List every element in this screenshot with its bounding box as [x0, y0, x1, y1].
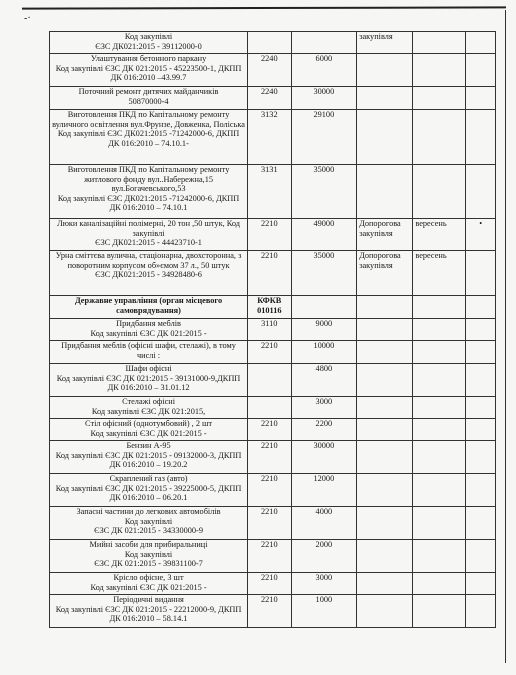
start-date-cell: [413, 441, 466, 474]
procedure-type-cell: [357, 341, 413, 364]
item-description-cell: Код закупівлі ЄЗС ДК021:2015 - 39112000-0: [50, 32, 248, 54]
expenditure-code-cell: 2210: [248, 507, 291, 540]
marker-cell: [466, 441, 496, 474]
marker-cell: [466, 364, 496, 397]
procedure-type-cell: Допорогова закупівля: [357, 219, 413, 251]
item-description-cell: Виготовлення ПКД по Капітальному ремонту вуличного освітлення вул.Фрунзе, Довженка, Поліська Код закупівлі ЄЗС ДК021:2015 -71242000-6, ДКПП ДК 016:2010 – 74.10.1-: [50, 110, 248, 165]
table-row: [50, 341, 496, 364]
item-description-cell: Крісло офісне, 3 шт Код закупівлі ЄЗС ДК 021:2015 -: [50, 573, 248, 595]
table-row: [50, 595, 496, 628]
procedure-type-cell: [357, 110, 413, 165]
table-row: [50, 397, 496, 419]
procedure-type-cell: [357, 441, 413, 474]
table-row: [50, 319, 496, 341]
amount-cell: 4000: [291, 507, 357, 540]
marker-cell: [466, 319, 496, 341]
item-description-cell: Мийні засоби для прибиральниці Код закупівлі ЄЗС ДК 021:2015 - 39831100-7: [50, 540, 248, 573]
start-date-cell: [413, 87, 466, 110]
procedure-type-cell: [357, 419, 413, 441]
expenditure-code-cell: 3132: [248, 110, 291, 165]
table-row: [50, 364, 496, 397]
expenditure-code-cell: [248, 397, 291, 419]
table-row: [50, 296, 496, 319]
page-right-edge: [505, 10, 506, 663]
procurement-table-body: [50, 32, 496, 628]
start-date-cell: [413, 364, 466, 397]
amount-cell: 2000: [291, 540, 357, 573]
item-description-cell: Поточний ремонт дитячих майданчиків 50870000-4: [50, 87, 248, 110]
table-row: [50, 507, 496, 540]
marker-cell: [466, 595, 496, 628]
table-row: [50, 419, 496, 441]
amount-cell: 3000: [291, 397, 357, 419]
expenditure-code-cell: 2210: [248, 441, 291, 474]
procedure-type-cell: [357, 54, 413, 87]
amount-cell: 29100: [291, 110, 357, 165]
procedure-type-cell: закупівля: [357, 32, 413, 54]
procedure-type-cell: [357, 165, 413, 219]
amount-cell: [291, 296, 357, 319]
amount-cell: [291, 32, 357, 54]
item-description-cell: Люки каналізаційні полімерні, 20 тон ,50 штук, Код закупівлі ЄЗС ДК021:2015 - 44423710-1: [50, 219, 248, 251]
start-date-cell: [413, 110, 466, 165]
expenditure-code-cell: 3131: [248, 165, 291, 219]
amount-cell: 1000: [291, 595, 357, 628]
start-date-cell: [413, 595, 466, 628]
item-description-cell: Періодичні видання Код закупівлі ЄЗС ДК 021:2015 - 22212000-9, ДКПП ДК 016:2010 – 58.14.1: [50, 595, 248, 628]
start-date-cell: [413, 397, 466, 419]
procedure-type-cell: [357, 364, 413, 397]
expenditure-code-cell: 2210: [248, 595, 291, 628]
item-description-cell: Скраплений газ (авто) Код закупівлі ЄЗС ДК 021:2015 - 39225000-5, ДКПП ДК 016:2010 – 06.20.1: [50, 474, 248, 507]
item-description-cell: Бензин А-95 Код закупівлі ЄЗС ДК 021:2015 - 09132000-3, ДКПП ДК 016:2010 – 19.20.2: [50, 441, 248, 474]
marker-cell: [466, 507, 496, 540]
amount-cell: 35000: [291, 251, 357, 296]
top-border-line: [22, 6, 506, 9]
procedure-type-cell: [357, 319, 413, 341]
table-row: [50, 474, 496, 507]
table-row: [50, 573, 496, 595]
item-description-cell: Шафи офісні Код закупівлі ЄЗС ДК 021:2015 - 39131000-9,ДКПП ДК 016:2010 – 31.01.12: [50, 364, 248, 397]
marker-cell: [466, 341, 496, 364]
marker-cell: [466, 296, 496, 319]
procedure-type-cell: [357, 507, 413, 540]
expenditure-code-cell: 2210: [248, 540, 291, 573]
amount-cell: 12000: [291, 474, 357, 507]
marker-cell: [466, 419, 496, 441]
marker-cell: [466, 474, 496, 507]
amount-cell: 10000: [291, 341, 357, 364]
amount-cell: 9000: [291, 319, 357, 341]
procurement-table: [49, 31, 496, 628]
expenditure-code-cell: 2240: [248, 54, 291, 87]
item-description-cell: Державне управління (орган місцевого самоврядування): [50, 296, 248, 319]
marker-cell: [466, 87, 496, 110]
amount-cell: 6000: [291, 54, 357, 87]
table-row: [50, 165, 496, 219]
marker-cell: •: [466, 219, 496, 251]
start-date-cell: [413, 54, 466, 87]
procedure-type-cell: [357, 397, 413, 419]
marker-cell: [466, 573, 496, 595]
start-date-cell: [413, 507, 466, 540]
amount-cell: 35000: [291, 165, 357, 219]
table-row: [50, 32, 496, 54]
expenditure-code-cell: 2210: [248, 219, 291, 251]
expenditure-code-cell: [248, 32, 291, 54]
amount-cell: 30000: [291, 441, 357, 474]
expenditure-code-cell: [248, 364, 291, 397]
start-date-cell: вересень: [413, 219, 466, 251]
start-date-cell: [413, 165, 466, 219]
amount-cell: 3000: [291, 573, 357, 595]
item-description-cell: Придбання меблів Код закупівлі ЄЗС ДК 021:2015 -: [50, 319, 248, 341]
marker-cell: [466, 540, 496, 573]
start-date-cell: [413, 540, 466, 573]
table-row: [50, 54, 496, 87]
procedure-type-cell: [357, 540, 413, 573]
marker-cell: [466, 251, 496, 296]
item-description-cell: Урна сміттєва вулична, стаціонарна, двохсторонна, з поворотним корпусом об»ємом 37 л., 50 штук ЄЗС ДК021:2015 - 34928480-6: [50, 251, 248, 296]
marker-cell: [466, 397, 496, 419]
item-description-cell: Стіл офісний (однотумбовий) , 2 шт Код закупівлі ЄЗС ДК 021:2015 -: [50, 419, 248, 441]
start-date-cell: [413, 419, 466, 441]
expenditure-code-cell: 3110: [248, 319, 291, 341]
start-date-cell: [413, 573, 466, 595]
amount-cell: 49000: [291, 219, 357, 251]
expenditure-code-cell: 2210: [248, 474, 291, 507]
expenditure-code-cell: КФКВ 010116: [248, 296, 291, 319]
table-row: [50, 251, 496, 296]
procedure-type-cell: [357, 573, 413, 595]
table-row: [50, 219, 496, 251]
start-date-cell: [413, 32, 466, 54]
marker-cell: [466, 110, 496, 165]
item-description-cell: Виготовлення ПКД по Капітальному ремонту житлового фонду вул..Набережна,15 вул.Богачевського,53 Код закупівлі ЄЗС ДК021:2015 -71242000-6, ДКПП ДК 016:2010 – 74.10.1: [50, 165, 248, 219]
item-description-cell: Запасні частини до легкових автомобілів Код закупівлі ЄЗС ДК 021:2015 - 34330000-9: [50, 507, 248, 540]
corner-mark: -·: [24, 13, 31, 24]
amount-cell: 2200: [291, 419, 357, 441]
start-date-cell: вересень: [413, 251, 466, 296]
procedure-type-cell: [357, 87, 413, 110]
procedure-type-cell: [357, 474, 413, 507]
expenditure-code-cell: 2210: [248, 573, 291, 595]
table-row: [50, 441, 496, 474]
expenditure-code-cell: 2210: [248, 341, 291, 364]
item-description-cell: Придбання меблів (офісні шафи, стелажі), в тому числі :: [50, 341, 248, 364]
start-date-cell: [413, 319, 466, 341]
start-date-cell: [413, 341, 466, 364]
expenditure-code-cell: 2210: [248, 419, 291, 441]
start-date-cell: [413, 474, 466, 507]
table-row: [50, 110, 496, 165]
marker-cell: [466, 32, 496, 54]
expenditure-code-cell: 2240: [248, 87, 291, 110]
procedure-type-cell: [357, 595, 413, 628]
expenditure-code-cell: 2210: [248, 251, 291, 296]
item-description-cell: Стелажі офісні Код закупівлі ЄЗС ДК 021:2015,: [50, 397, 248, 419]
amount-cell: 30000: [291, 87, 357, 110]
item-description-cell: Улаштування бетонного паркану Код закупівлі ЄЗС ДК 021:2015 - 45223500-1, ДКПП ДК 016:2010 –43.99.7: [50, 54, 248, 87]
marker-cell: [466, 54, 496, 87]
amount-cell: 4800: [291, 364, 357, 397]
procedure-type-cell: Допорогова закупівля: [357, 251, 413, 296]
start-date-cell: [413, 296, 466, 319]
table-row: [50, 87, 496, 110]
table-row: [50, 540, 496, 573]
procedure-type-cell: [357, 296, 413, 319]
marker-cell: [466, 165, 496, 219]
